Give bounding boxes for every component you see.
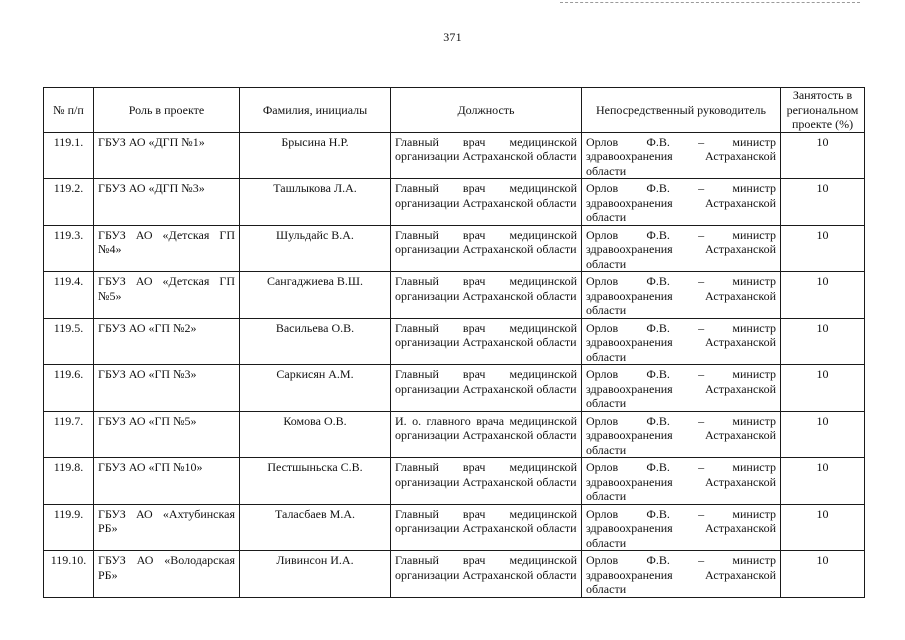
supervisor-word: Ф.В. — [646, 227, 670, 242]
row-number: 119.4. — [44, 272, 94, 319]
supervisor-word: Астраханской — [705, 428, 776, 442]
supervisor-line-2 — [586, 428, 776, 443]
supervisor-line-1 — [586, 181, 776, 196]
row-name: Саркисян А.М. — [240, 365, 391, 412]
supervisor-word: Астраханской — [705, 195, 776, 210]
supervisor-word: – — [698, 320, 705, 335]
row-role: ГБУЗ АО «ГП №2» — [94, 318, 240, 365]
row-role: ГБУЗ АО «Володарская РБ» — [94, 551, 240, 598]
supervisor-word: министр — [732, 320, 776, 335]
row-supervisor — [582, 179, 781, 226]
row-workload: 10 — [781, 504, 865, 551]
table-row — [44, 318, 865, 365]
table-row — [44, 365, 865, 412]
supervisor-word: Ф.В. — [646, 367, 670, 381]
row-position: Главный врач медицинской организации Астраханской области — [391, 272, 582, 319]
supervisor-word: – — [698, 413, 705, 428]
row-supervisor — [582, 132, 781, 179]
supervisor-line-1 — [586, 460, 776, 475]
supervisor-word: Орлов — [586, 506, 619, 521]
supervisor-word: министр — [732, 460, 776, 474]
row-number: 119.5. — [44, 318, 94, 365]
supervisor-word: Ф.В. — [646, 506, 670, 521]
supervisor-line-1 — [586, 274, 776, 289]
row-position: Главный врач медицинской организации Астраханской области — [391, 318, 582, 365]
supervisor-line-3: области — [586, 582, 627, 596]
supervisor-word: Орлов — [586, 227, 619, 242]
row-role: ГБУЗ АО «Детская ГП №5» — [94, 272, 240, 319]
header-position: Должность — [391, 88, 582, 133]
row-supervisor — [582, 458, 781, 505]
header-supervisor: Непосредственный руководитель — [582, 88, 781, 133]
supervisor-word: – — [698, 367, 705, 381]
row-workload: 10 — [781, 365, 865, 412]
row-role: ГБУЗ АО «Ахтубинская РБ» — [94, 504, 240, 551]
row-position: Главный врач медицинской организации Астраханской области — [391, 365, 582, 412]
row-name: Сангаджиева В.Ш. — [240, 272, 391, 319]
row-position: Главный врач медицинской организации Астраханской области — [391, 504, 582, 551]
supervisor-line-1 — [586, 414, 776, 429]
row-workload: 10 — [781, 458, 865, 505]
supervisor-word: здравоохранения — [586, 195, 673, 210]
table-row — [44, 272, 865, 319]
table-body — [44, 132, 865, 597]
row-position: Главный врач медицинской организации Астраханской области — [391, 225, 582, 272]
supervisor-word: – — [698, 553, 705, 567]
row-number: 119.10. — [44, 551, 94, 598]
supervisor-word: Ф.В. — [646, 413, 670, 428]
row-number: 119.9. — [44, 504, 94, 551]
row-supervisor — [582, 551, 781, 598]
supervisor-word: – — [698, 181, 705, 195]
row-name: Брысина Н.Р. — [240, 132, 391, 179]
table-row — [44, 179, 865, 226]
supervisor-word: – — [698, 227, 705, 242]
supervisor-line-3: области — [586, 163, 627, 178]
header-workload: Занятость в региональном проекте (%) — [781, 88, 865, 133]
supervisor-line-3: области — [586, 256, 627, 271]
row-workload: 10 — [781, 272, 865, 319]
supervisor-word: Ф.В. — [646, 181, 670, 195]
supervisor-line-2 — [586, 475, 776, 490]
supervisor-word: Астраханской — [705, 381, 776, 396]
supervisor-word: – — [698, 460, 705, 474]
supervisor-word: Орлов — [586, 413, 619, 428]
supervisor-word: министр — [732, 506, 776, 521]
supervisor-line-2 — [586, 196, 776, 211]
supervisor-line-2 — [586, 289, 776, 304]
table-row — [44, 411, 865, 458]
supervisor-word: здравоохранения — [586, 242, 673, 256]
row-role: ГБУЗ АО «ГП №10» — [94, 458, 240, 505]
row-number: 119.2. — [44, 179, 94, 226]
table-header — [44, 88, 865, 133]
table-row — [44, 225, 865, 272]
row-name: Ливинсон И.А. — [240, 551, 391, 598]
row-supervisor — [582, 411, 781, 458]
row-role: ГБУЗ АО «ДГП №1» — [94, 132, 240, 179]
supervisor-line-3: области — [586, 535, 627, 550]
supervisor-word: здравоохранения — [586, 428, 673, 442]
row-name: Пестшыньска С.В. — [240, 458, 391, 505]
row-role: ГБУЗ АО «ДГП №3» — [94, 179, 240, 226]
scan-artifact-line — [560, 2, 860, 3]
supervisor-word: министр — [732, 274, 776, 288]
supervisor-line-1 — [586, 507, 776, 522]
supervisor-word: Ф.В. — [646, 274, 670, 288]
supervisor-line-2 — [586, 568, 776, 583]
row-supervisor — [582, 504, 781, 551]
page-number: 371 — [443, 30, 462, 44]
row-workload: 10 — [781, 551, 865, 598]
supervisor-line-1 — [586, 367, 776, 382]
row-name: Шульдайс В.А. — [240, 225, 391, 272]
supervisor-word: здравоохранения — [586, 335, 673, 349]
row-workload: 10 — [781, 225, 865, 272]
supervisor-word: Ф.В. — [646, 320, 670, 335]
supervisor-line-3: области — [586, 442, 627, 457]
supervisor-line-3: области — [586, 489, 627, 503]
supervisor-word: – — [698, 506, 705, 521]
supervisor-line-2 — [586, 335, 776, 350]
row-number: 119.3. — [44, 225, 94, 272]
supervisor-line-2 — [586, 382, 776, 397]
supervisor-word: министр — [732, 553, 776, 567]
row-workload: 10 — [781, 318, 865, 365]
supervisor-word: Орлов — [586, 134, 619, 149]
row-name: Комова О.В. — [240, 411, 391, 458]
supervisor-word: Орлов — [586, 460, 619, 474]
row-position: Главный врач медицинской организации Астраханской области — [391, 551, 582, 598]
row-role: ГБУЗ АО «ГП №5» — [94, 411, 240, 458]
supervisor-line-2 — [586, 242, 776, 257]
supervisor-word: министр — [732, 227, 776, 242]
table-row — [44, 504, 865, 551]
row-position: И. о. главного врача медицинской организации Астраханской области — [391, 411, 582, 458]
supervisor-word: здравоохранения — [586, 521, 673, 535]
supervisor-line-1 — [586, 228, 776, 243]
row-number: 119.6. — [44, 365, 94, 412]
row-workload: 10 — [781, 179, 865, 226]
supervisor-word: Астраханской — [705, 521, 776, 535]
supervisor-word: министр — [732, 367, 776, 381]
header-name: Фамилия, инициалы — [240, 88, 391, 133]
supervisor-word: Ф.В. — [646, 460, 670, 474]
supervisor-word: министр — [732, 134, 776, 149]
supervisor-line-1 — [586, 553, 776, 568]
row-position: Главный врач медицинской организации Астраханской области — [391, 458, 582, 505]
supervisor-line-1 — [586, 135, 776, 150]
row-number: 119.7. — [44, 411, 94, 458]
supervisor-line-3: области — [586, 303, 627, 317]
supervisor-word: здравоохранения — [586, 567, 673, 582]
supervisor-word: Астраханской — [705, 335, 776, 349]
table-row — [44, 132, 865, 179]
supervisor-word: Астраханской — [705, 149, 776, 163]
header-number: № п/п — [44, 88, 94, 133]
supervisor-word: Орлов — [586, 181, 619, 195]
supervisor-word: здравоохранения — [586, 149, 673, 163]
table-row — [44, 458, 865, 505]
row-name: Васильева О.В. — [240, 318, 391, 365]
header-role: Роль в проекте — [94, 88, 240, 133]
supervisor-word: Астраханской — [705, 474, 776, 489]
supervisor-line-3: области — [586, 349, 627, 364]
supervisor-word: министр — [732, 413, 776, 428]
supervisor-word: Астраханской — [705, 288, 776, 303]
row-supervisor — [582, 225, 781, 272]
row-role: ГБУЗ АО «ГП №3» — [94, 365, 240, 412]
supervisor-word: министр — [732, 181, 776, 195]
row-workload: 10 — [781, 132, 865, 179]
supervisor-word: – — [698, 134, 705, 149]
supervisor-word: Орлов — [586, 274, 619, 288]
supervisor-line-2 — [586, 149, 776, 164]
row-number: 119.1. — [44, 132, 94, 179]
row-position: Главный врач медицинской организации Астраханской области — [391, 132, 582, 179]
row-role: ГБУЗ АО «Детская ГП №4» — [94, 225, 240, 272]
supervisor-word: Астраханской — [705, 567, 776, 582]
supervisor-word: здравоохранения — [586, 474, 673, 489]
row-name: Таласбаев М.А. — [240, 504, 391, 551]
header-row — [44, 88, 865, 133]
supervisor-word: здравоохранения — [586, 381, 673, 396]
supervisor-word: Орлов — [586, 367, 619, 381]
supervisor-word: Астраханской — [705, 242, 776, 256]
supervisor-word: Орлов — [586, 553, 619, 567]
supervisor-line-2 — [586, 521, 776, 536]
row-name: Ташлыкова Л.А. — [240, 179, 391, 226]
supervisor-line-3: области — [586, 210, 627, 224]
row-supervisor — [582, 365, 781, 412]
supervisor-word: – — [698, 274, 705, 288]
supervisor-line-3: области — [586, 396, 627, 410]
row-supervisor — [582, 272, 781, 319]
row-workload: 10 — [781, 411, 865, 458]
table-row — [44, 551, 865, 598]
row-position: Главный врач медицинской организации Астраханской области — [391, 179, 582, 226]
supervisor-word: Ф.В. — [646, 553, 670, 567]
row-number: 119.8. — [44, 458, 94, 505]
supervisor-line-1 — [586, 321, 776, 336]
supervisor-word: Ф.В. — [646, 134, 670, 149]
supervisor-word: Орлов — [586, 320, 619, 335]
row-supervisor — [582, 318, 781, 365]
project-roster-table — [43, 87, 865, 598]
supervisor-word: здравоохранения — [586, 288, 673, 303]
